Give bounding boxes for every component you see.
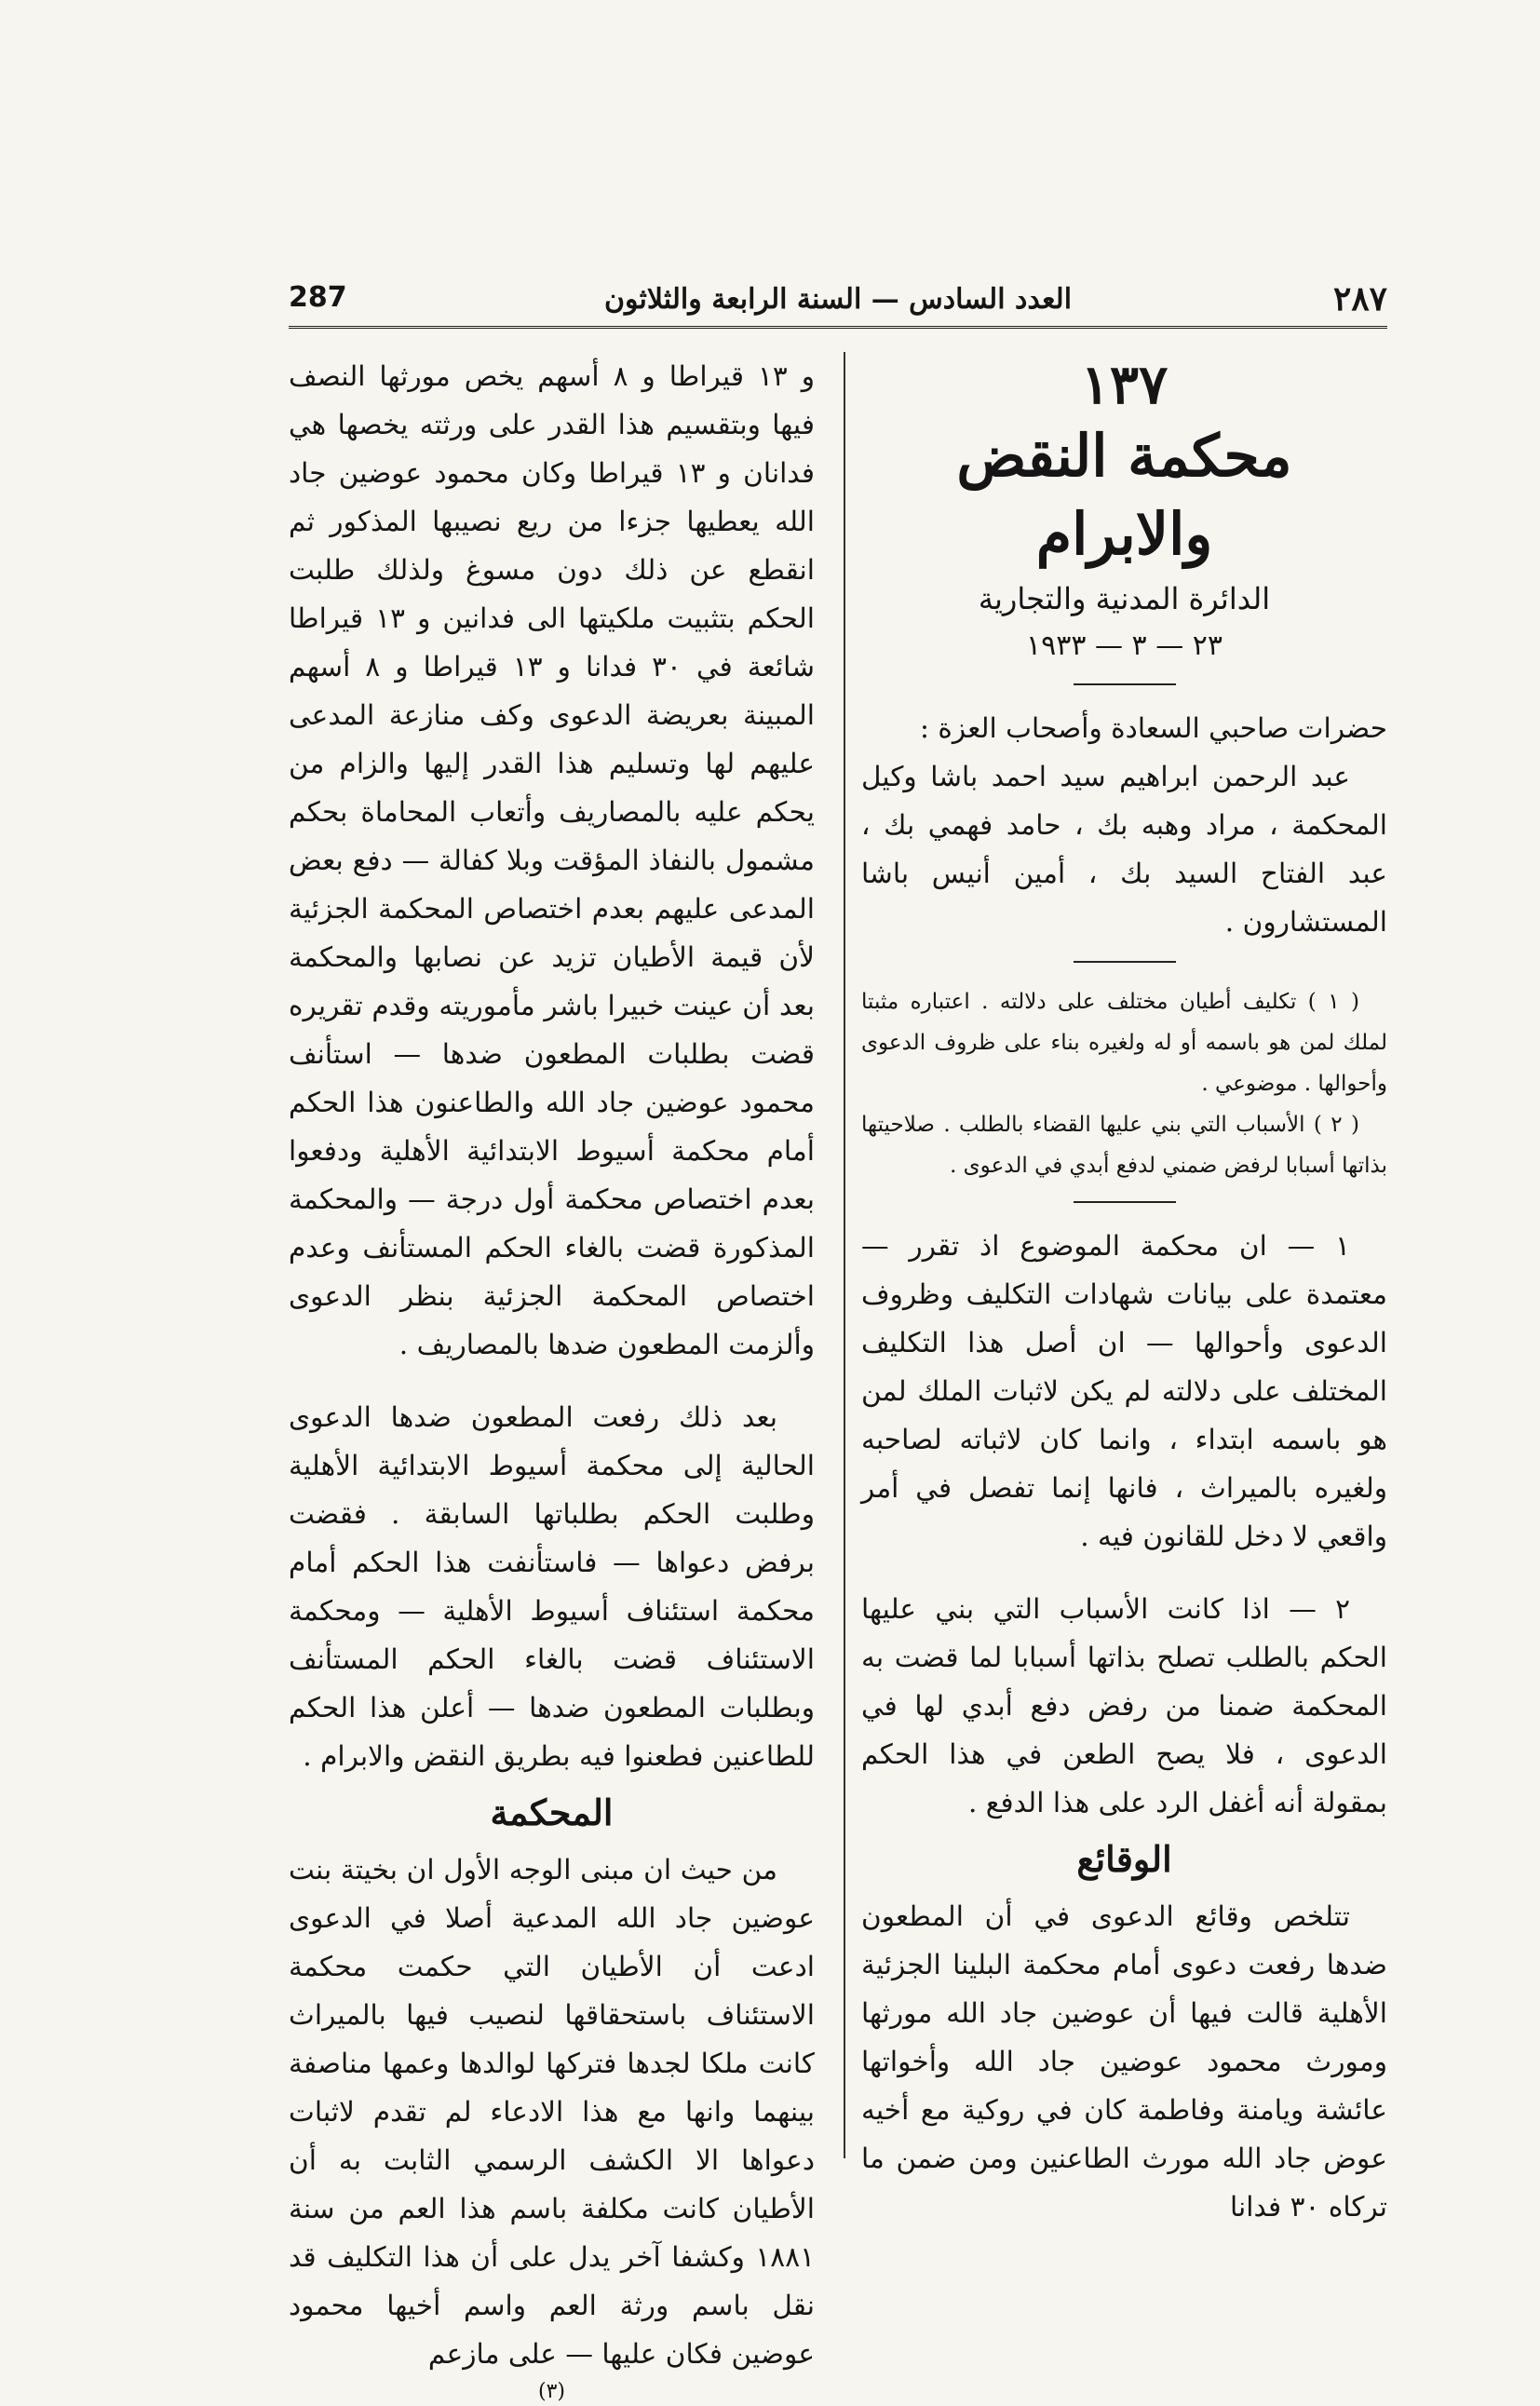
court-heading: المحكمة xyxy=(490,1791,614,1833)
divider xyxy=(1074,961,1176,963)
principle-1: ١ — ان محكمة الموضوع اذ تقرر — معتمدة على بيانات شهادات التكليف وظروف الدعوى وأحوالها — ان أصل هذا التكليف المختلف على دلالته لم يكن لاثبات الملك لمن هو باسمه ابتداء ، وانما كان لاثباته لصاحبه ولغيره بالميراث ، فانها إنما تفصل في أمر واقعي لا دخل للقانون فيه . xyxy=(861,1230,1387,1552)
judgment-date: ٢٣ — ٣ — ١٩٣٣ xyxy=(1026,629,1223,662)
headnote-1: ( ١ ) تكليف أطيان مختلف على دلالته . اعتباره مثبتا لملك لمن هو باسمه أو له ولغيره بناء على ظروف الدعوى وأحوالها . موضوعي . xyxy=(861,990,1387,1096)
column-separator xyxy=(844,352,845,2158)
divider xyxy=(1074,683,1176,685)
bench-members: عبد الرحمن ابراهيم سيد احمد باشا وكيل المحكمة ، مراد وهبه بك ، حامد فهمي بك ، عبد الفتاح السيد بك ، أمين أنيس باشا المستشارون . xyxy=(861,761,1387,938)
case-number: ١٣٧ xyxy=(1080,353,1169,416)
principle-2: ٢ — اذا كانت الأسباب التي بني عليها الحكم بالطلب تصلح بذاتها أسبابا لما قضت به المحكمة ضمنا من رفض دفع أبدي لها في الدعوى ، فلا يصح الطعن في هذا الحكم بمقولة أنه أغفل الرد على هذا الدفع . xyxy=(861,1593,1387,1818)
procedure-paragraph: بعد ذلك رفعت المطعون ضدها الدعوى الحالية إلى محكمة أسيوط الابتدائية الأهلية وطلبت الحكم بطلباتها السابقة . فقضت برفض دعواها — فاستأنفت هذا الحكم أمام محكمة استئناف أسيوط الأهلية — ومحكمة الاستئناف قضت بالغاء الحكم المستأنف وبطلبات المطعون ضدها — أعلن هذا الحكم للطاعنين فطعنوا فيه بطريق النقض والابرام . xyxy=(289,1401,815,1772)
facts-paragraph: تتلخص وقائع الدعوى في أن المطعون ضدها رفعت دعوى أمام محكمة البلينا الجزئية الأهلية قالت فيها أن عوضين جاد الله مورثها ومورث محمود عوضين جاد الله وأخواتها عائشة ويامنة وفاطمة كان في روكية مع أخيه عوض جاد الله مورث الطاعنين ومن ضمن ما تركاه ٣٠ فدانا xyxy=(861,1900,1387,2223)
page-number-latin: 287 xyxy=(289,281,347,314)
chamber-name: الدائرة المدنية والتجارية xyxy=(978,581,1271,616)
court-name: محكمة النقض والابرام xyxy=(956,422,1292,568)
right-column xyxy=(861,352,1387,2223)
page-header xyxy=(289,279,1387,329)
document-page xyxy=(289,279,1387,2403)
continued-paragraph: و ١٣ قيراطا و ٨ أسهم يخص مورثها النصف فيها وبتقسيم هذا القدر على ورثته يخصها هي فدانان و ١٣ قيراطا وكان محمود عوضين جاد الله يعطيها جزءا من ريع نصيبها المذكور ثم انقطع عن ذلك دون مسوغ ولذلك طلبت الحكم بتثبيت ملكيتها الى فدانين و ١٣ قيراطا شائعة في ٣٠ فدانا و ١٣ قيراطا و ٨ أسهم المبينة بعريضة الدعوى وكف منازعة المدعى عليهم لها وتسليم هذا القدر إليها والزام من يحكم عليه بالمصاريف وأتعاب المحاماة بحكم مشمول بالنفاذ المؤقت وبلا كفالة — دفع بعض المدعى عليهم بعدم اختصاص المحكمة الجزئية لأن قيمة الأطيان تزيد عن نصابها والمحكمة بعد أن عينت خبيرا باشر مأموريته وقدم تقريره قضت بطلبات المطعون ضدها — استأنف محمود عوضين جاد الله والطاعنون هذا الحكم أمام محكمة أسيوط الابتدائية الأهلية ودفعوا بعدم اختصاص محكمة أول درجة — والمحكمة المذكورة قضت بالغاء الحكم المستأنف وعدم اختصاص المحكمة الجزئية بنظر الدعوى وألزمت المطعون ضدها بالمصاريف . xyxy=(289,360,815,1360)
left-column xyxy=(289,352,815,2403)
headnote-2: ( ٢ ) الأسباب التي بني عليها القضاء بالطلب . صلاحيتها بذاتها أسبابا لرفض ضمني لدفع أبدي في الدعوى . xyxy=(861,1113,1387,1178)
court-reasoning: من حيث ان مبنى الوجه الأول ان بخيتة بنت عوضين جاد الله المدعية أصلا في الدعوى ادعت أن الأطيان التي حكمت محكمة الاستئناف باستحقاقها لنصيب فيها بالميراث كانت ملكا لجدها فتركها لوالدها وعمها مناصفة بينهما وانها مع هذا الادعاء لم تقدم لاثبات دعواها الا الكشف الرسمي الثابت به أن الأطيان كانت مكلفة باسم هذا العم من سنة ١٨٨١ وكشفا آخر يدل على أن هذا التكليف قد نقل باسم ورثة العم واسم أخيها محمود عوضين فكان عليها — على مازعم xyxy=(289,1854,815,2370)
running-title: العدد السادس — السنة الرابعة والثلاثون xyxy=(603,283,1073,316)
divider xyxy=(1074,1201,1176,1203)
facts-heading: الوقائع xyxy=(1076,1838,1172,1880)
page-number-arabic: ٢٨٧ xyxy=(1332,279,1387,318)
signature-marker: (٣) xyxy=(537,2380,565,2403)
bench-intro: حضرات صاحبي السعادة وأصحاب العزة : xyxy=(920,712,1387,744)
